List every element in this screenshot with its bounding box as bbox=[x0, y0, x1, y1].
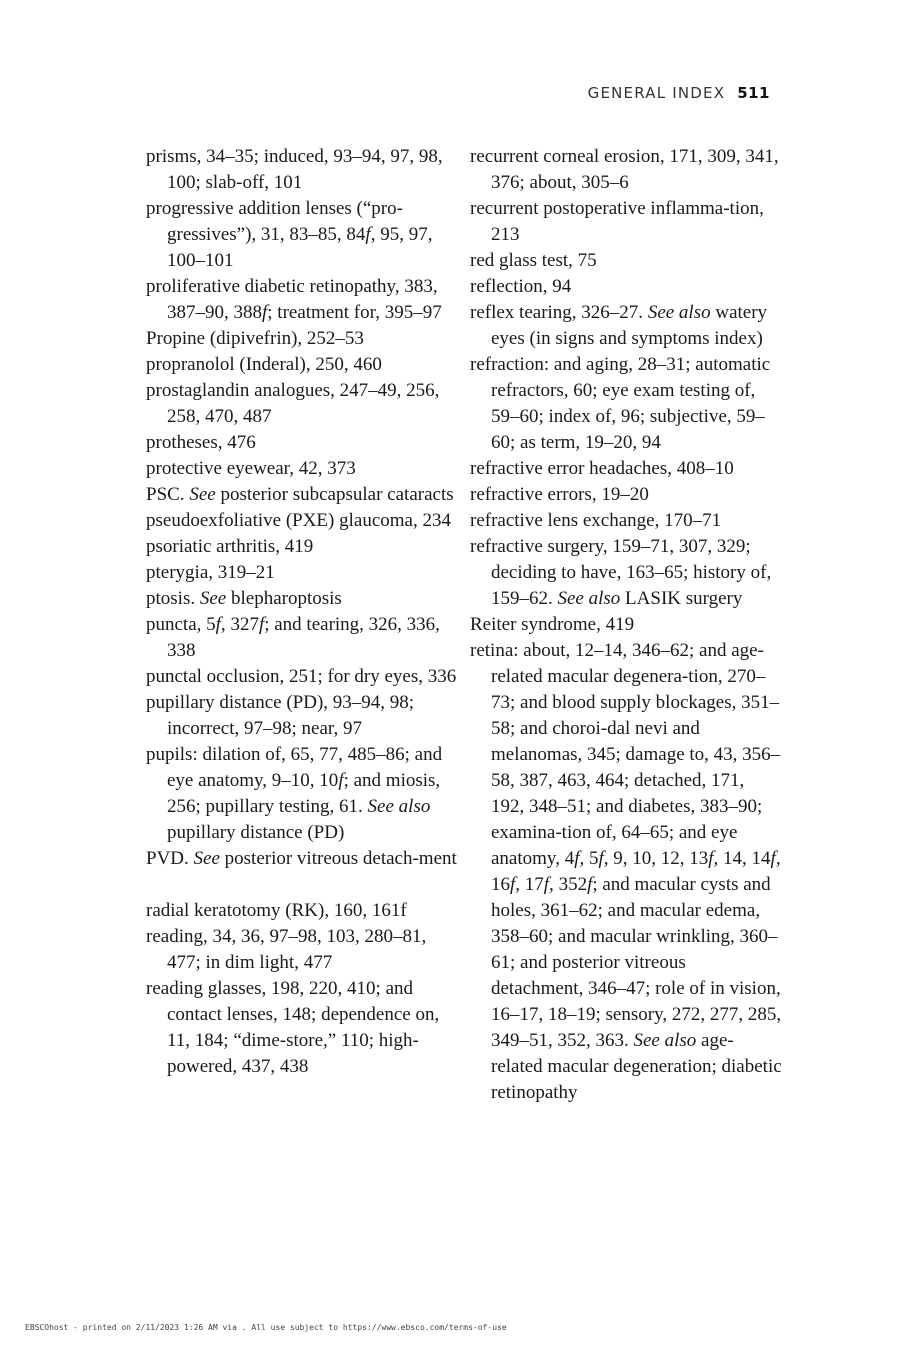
index-entry-text: retina: about, 12–14, 346–62; and age-related macular degenera-tion, 270–73; and blood supply blockages, 351–58; and choroi-dal nevi and melanomas, 345; damage to, 43, 356–58, 387, 463, 464; detached, 171, 192, 348–51; and diabetes, 383–90; examina-tion of, 64–65; and eye anatomy, 4 bbox=[470, 640, 781, 869]
index-entry-text: radial keratotomy (RK), 160, 161f bbox=[146, 900, 407, 921]
index-entry bbox=[470, 612, 782, 638]
index-entry bbox=[470, 638, 782, 1106]
index-entry-text: refractive errors, 19–20 bbox=[470, 484, 649, 505]
index-entry bbox=[470, 196, 782, 248]
index-entry bbox=[146, 508, 458, 534]
index-entry-text: refraction: and aging, 28–31; automatic refractors, 60; eye exam testing of, 59–60; index of, 96; subjective, 59–60; as term, 19–20, 94 bbox=[470, 354, 771, 453]
index-entry-text: 17 bbox=[520, 874, 544, 895]
print-footer: EBSCOhost - printed on 2/11/2023 1:26 AM via . All use subject to https://www.ebsco.com/terms-of-use bbox=[25, 1323, 507, 1332]
index-entry bbox=[470, 248, 782, 274]
index-entry bbox=[146, 586, 458, 612]
index-entry bbox=[470, 508, 782, 534]
index-entry-text: recurrent corneal erosion, 171, 309, 341, 376; about, 305–6 bbox=[470, 146, 779, 193]
index-entry-text: Reiter syndrome, 419 bbox=[470, 614, 635, 635]
index-entry-text: 5 bbox=[584, 848, 599, 869]
index-entry-text: pupillary distance (PD) bbox=[167, 822, 345, 843]
index-entry-text: refractive surgery, 159–71, 307, 329; deciding to have, 163–65; history of, 159–62. bbox=[470, 536, 772, 609]
index-entry bbox=[146, 690, 458, 742]
index-entry-italic: See also bbox=[647, 302, 711, 323]
index-entry-text: pupils: dilation of, 65, 77, 485–86; and eye anatomy, 9–10, 10 bbox=[146, 744, 443, 791]
index-entry bbox=[146, 534, 458, 560]
index-entry bbox=[146, 144, 458, 196]
index-entry-text: puncta, 5 bbox=[146, 614, 216, 635]
index-entry-text: 14, 14 bbox=[718, 848, 771, 869]
index-entry-italic: f, bbox=[215, 614, 226, 635]
index-entry-text: posterior subcapsular cataracts bbox=[215, 484, 454, 505]
index-entry-text: pupillary distance (PD), 93–94, 98; incorrect, 97–98; near, 97 bbox=[146, 692, 415, 739]
index-entry bbox=[146, 274, 458, 326]
page-number: 511 bbox=[737, 84, 770, 102]
index-entry bbox=[470, 482, 782, 508]
index-entry-italic: f bbox=[338, 770, 344, 791]
index-entry bbox=[146, 196, 458, 274]
index-entry bbox=[146, 352, 458, 378]
index-entry-italic: f, bbox=[708, 848, 719, 869]
letter-group-spacer bbox=[146, 872, 458, 898]
running-head bbox=[588, 84, 770, 102]
index-entry bbox=[146, 560, 458, 586]
index-entry bbox=[146, 326, 458, 352]
index-entry-text: propranolol (Inderal), 250, 460 bbox=[146, 354, 382, 375]
index-entry-text: ; and miosis, 256; pupillary testing, 61. bbox=[167, 770, 441, 817]
index-entry-text: , 95, 97, 100–101 bbox=[167, 224, 433, 271]
index-entry-text: reflection, 94 bbox=[470, 276, 572, 297]
index-entry bbox=[470, 456, 782, 482]
index-entry-text: ; and macular cysts and holes, 361–62; and macular edema, 358–60; and macular wrinkling, 360–61; and posterior vitreous detachment, 346–47; role of in vision, 16–17, 18–19; sensory, 272, 277, 285, 349–51, 352, 363. bbox=[491, 874, 782, 1051]
index-entry bbox=[146, 742, 458, 846]
index-entry-text: 16 bbox=[491, 874, 510, 895]
index-entry-italic: f, bbox=[598, 848, 609, 869]
index-entry-text: reading, 34, 36, 97–98, 103, 280–81, 477; in dim light, 477 bbox=[146, 926, 427, 973]
index-entry-text: protective eyewear, 42, 373 bbox=[146, 458, 356, 479]
index-entry-text: refractive lens exchange, 170–71 bbox=[470, 510, 722, 531]
index-entry-text: 327 bbox=[225, 614, 259, 635]
index-entry bbox=[146, 924, 458, 976]
index-column-left bbox=[146, 144, 458, 1080]
index-entry bbox=[146, 482, 458, 508]
index-entry-text: watery eyes (in signs and symptoms index) bbox=[491, 302, 768, 349]
index-entry-text: punctal occlusion, 251; for dry eyes, 336 bbox=[146, 666, 457, 687]
index-entry bbox=[146, 378, 458, 430]
index-entry-text: ; and tearing, 326, 336, 338 bbox=[167, 614, 440, 661]
index-column-right bbox=[470, 144, 782, 1106]
index-entry-italic: See also bbox=[557, 588, 621, 609]
index-entry bbox=[470, 534, 782, 612]
index-entry-text: PVD. bbox=[146, 848, 194, 869]
index-entry-italic: f, bbox=[543, 874, 554, 895]
index-entry-text: refractive error headaches, 408–10 bbox=[470, 458, 734, 479]
index-entry-text: 352 bbox=[553, 874, 588, 895]
index-entry-text: 9, 10, 12, 13 bbox=[608, 848, 709, 869]
index-entry-italic: See bbox=[199, 588, 227, 609]
index-entry-italic: See also bbox=[633, 1030, 697, 1051]
index-entry-text: posterior vitreous detach-ment bbox=[219, 848, 457, 869]
index-entry bbox=[146, 456, 458, 482]
index-entry bbox=[146, 664, 458, 690]
index-entry-text: age-related macular degeneration; diabetic retinopathy bbox=[491, 1030, 782, 1103]
index-entry bbox=[146, 612, 458, 664]
index-entry-text: blepharoptosis bbox=[226, 588, 342, 609]
index-entry-text: pseudoexfoliative (PXE) glaucoma, 234 bbox=[146, 510, 451, 531]
index-entry-text: reflex tearing, 326–27. bbox=[470, 302, 648, 323]
index-entry bbox=[470, 274, 782, 300]
index-entry-text: red glass test, 75 bbox=[470, 250, 597, 271]
index-entry-italic: f bbox=[587, 874, 593, 895]
index-entry bbox=[146, 898, 458, 924]
index-entry-text: ptosis. bbox=[146, 588, 200, 609]
index-entry bbox=[470, 352, 782, 456]
index-entry-italic: f, bbox=[510, 874, 521, 895]
index-entry bbox=[470, 300, 782, 352]
index-entry-italic: f bbox=[258, 614, 265, 635]
index-entry-italic: f bbox=[262, 302, 268, 323]
index-entry-text: protheses, 476 bbox=[146, 432, 256, 453]
index-entry bbox=[146, 976, 458, 1080]
index-entry-text: PSC. bbox=[146, 484, 190, 505]
index-entry bbox=[146, 846, 458, 872]
index-entry-text: recurrent postoperative inflamma-tion, 213 bbox=[470, 198, 764, 245]
index-entry bbox=[470, 144, 782, 196]
index-entry-text: reading glasses, 198, 220, 410; and contact lenses, 148; dependence on, 11, 184; “dime-store,” 110; high-powered, 437, 438 bbox=[146, 978, 440, 1077]
index-entry-text: Propine (dipivefrin), 252–53 bbox=[146, 328, 364, 349]
index-entry-text: ; treatment for, 395–97 bbox=[267, 302, 442, 323]
index-entry-text: progressive addition lenses (“pro-gressives”), 31, 83–85, 84 bbox=[146, 198, 403, 245]
index-entry-text: prisms, 34–35; induced, 93–94, 97, 98, 100; slab-off, 101 bbox=[146, 146, 443, 193]
index-entry-italic: f, bbox=[770, 848, 781, 869]
index-entry-text: pterygia, 319–21 bbox=[146, 562, 275, 583]
index-entry-text: proliferative diabetic retinopathy, 383, 387–90, 388 bbox=[146, 276, 438, 323]
index-entry-italic: See bbox=[189, 484, 216, 505]
index-entry-text: psoriatic arthritis, 419 bbox=[146, 536, 314, 557]
section-title: GENERAL INDEX bbox=[587, 84, 726, 102]
index-entry-text: prostaglandin analogues, 247–49, 256, 258, 470, 487 bbox=[146, 380, 440, 427]
index-entry-italic: f bbox=[365, 224, 371, 245]
index-entry-italic: See bbox=[193, 848, 220, 869]
index-entry bbox=[146, 430, 458, 456]
index-entry-text: LASIK surgery bbox=[620, 588, 743, 609]
index-entry-italic: See also bbox=[367, 796, 431, 817]
index-entry-italic: f, bbox=[574, 848, 585, 869]
